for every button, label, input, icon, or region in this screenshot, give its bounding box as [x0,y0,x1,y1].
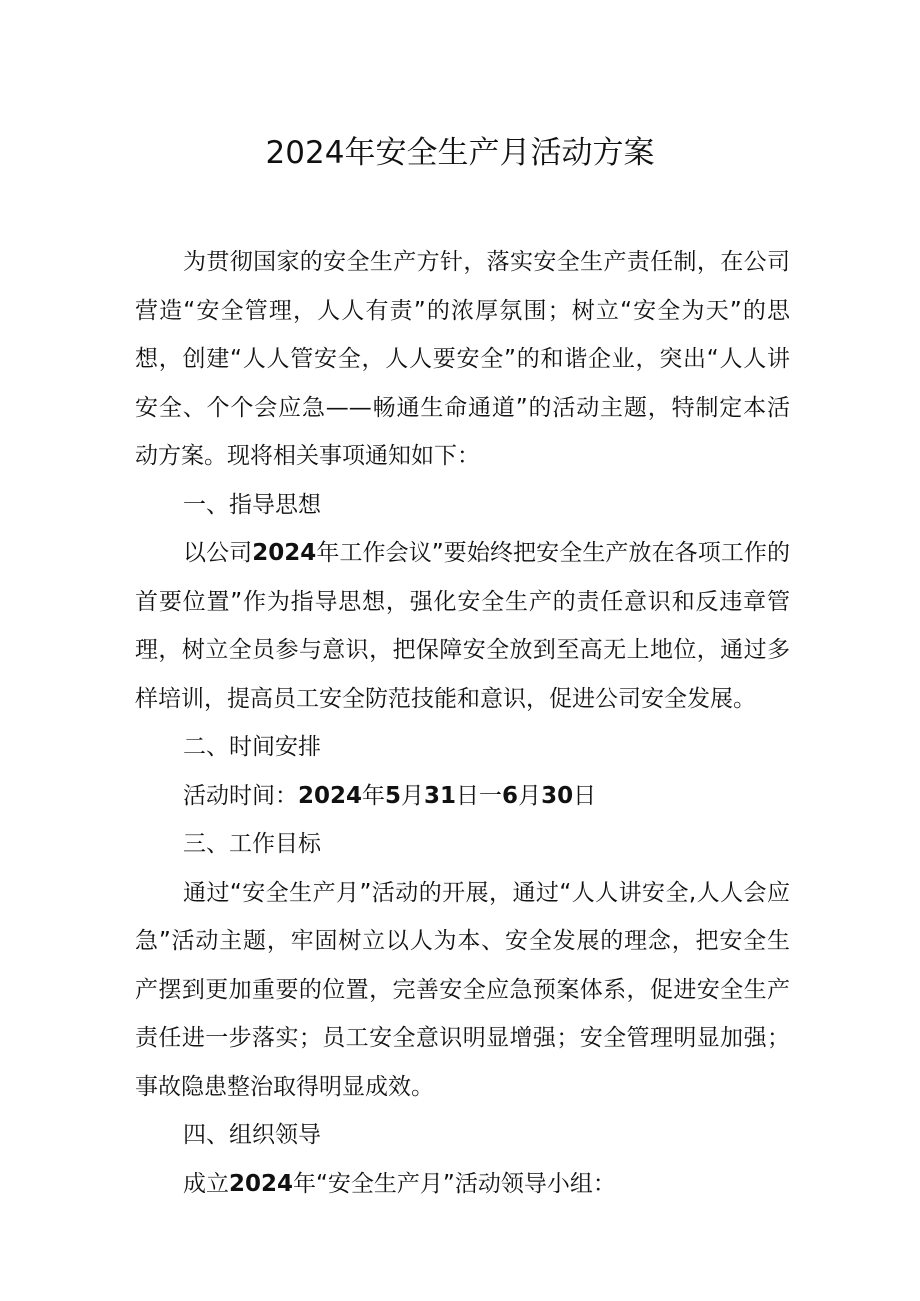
document-body [135,238,790,1208]
activity-ri-2: 日 [573,782,597,809]
leadership-prefix: 成立 [183,1170,229,1197]
section-heading-goals: 三、工作目标 [183,831,321,857]
section-heading-schedule: 二、时间安排 [183,734,321,760]
leadership-year: 2024 [229,1170,294,1197]
activity-time-label: 活动时间： [183,782,298,809]
leadership-text: 年“安全生产月”活动领导小组： [293,1170,616,1197]
activity-year: 2024 [298,782,363,809]
activity-time-line [135,772,790,821]
activity-yue-2: 月 [518,782,542,809]
guiding-ideology-paragraph [135,529,790,723]
activity-nian: 年 [362,782,386,809]
guiding-ideology-year: 2024 [252,540,317,566]
intro-paragraph: 为贯彻国家的安全生产方针，落实安全生产责任制，在公司营造“安全管理，人人有责”的浓厚氛围；树立“安全为天”的思想，创建“人人管安全，人人要安全”的和谐企业，突出“人人讲安全、个个会应急——畅通生命通道”的活动主题，特制定本活动方案。现将相关事项通知如下： [135,249,790,469]
guiding-ideology-text: 年工作会议”要始终把安全生产放在各项工作的首要位置”作为指导思想，强化安全生产的责任意识和反违章管理，树立全员参与意识，把保障安全放到至高无上地位，通过多样培训，提高员工安全防范技能和意识，促进公司安全发展。 [135,540,791,712]
activity-end-month: 6 [502,782,519,809]
leadership-paragraph [135,1160,790,1209]
activity-start-day: 31 [424,782,457,809]
activity-end-day: 30 [541,782,574,809]
document-title: 2024年安全生产月活动方案 [265,135,655,171]
activity-yue-1: 月 [401,782,425,809]
activity-ri-1: 日一 [456,782,503,809]
goals-paragraph: 通过“安全生产月”活动的开展，通过“人人讲安全,人人会应急”活动主题，牢固树立以人为本、安全发展的理念，把安全生产摆到更加重要的位置，完善安全应急预案体系，促进安全生产责任进一步落实；员工安全意识明显增强；安全管理明显加强；事故隐患整治取得明显成效。 [135,879,790,1100]
guiding-ideology-prefix: 以公司 [183,540,253,566]
section-heading-guiding-ideology: 一、指导思想 [183,491,321,518]
section-heading-leadership: 四、组织领导 [183,1122,321,1148]
activity-start-month: 5 [385,782,402,809]
